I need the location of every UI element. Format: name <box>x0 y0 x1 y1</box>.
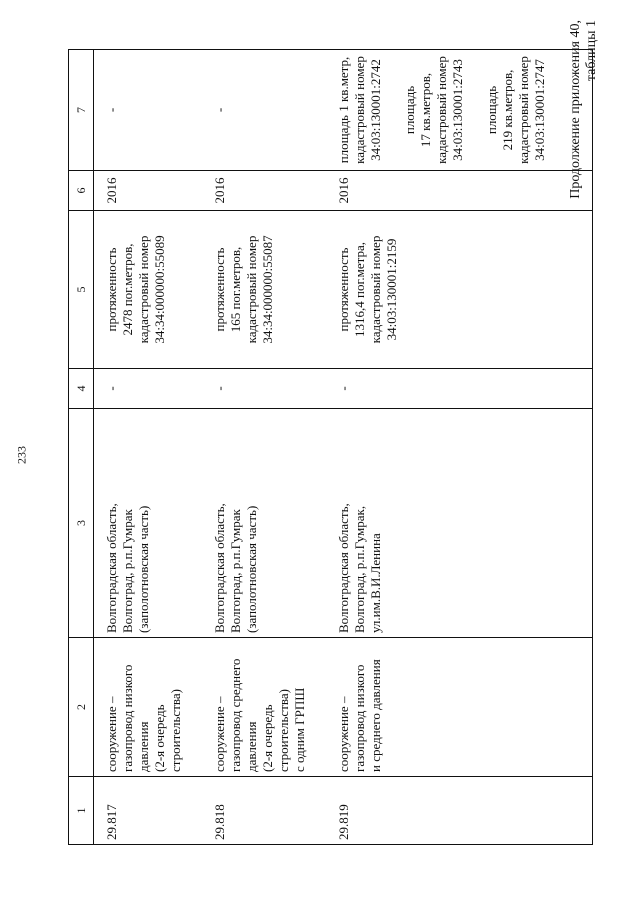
note-line: кадастровый номер <box>434 56 449 164</box>
table-row <box>326 50 593 845</box>
note-line: 34:03:130001:2742 <box>368 59 383 161</box>
note-line: площадь <box>402 85 417 135</box>
note-list <box>326 50 593 171</box>
object-address: Волгоградская область, Волгоград, р.п.Гумрак, ул.им.В.И.Ленина <box>326 409 593 638</box>
table-row <box>202 50 326 845</box>
column-header-7: 7 <box>69 50 94 171</box>
column-4-value: - <box>326 369 593 409</box>
year-value: 2016 <box>202 171 326 211</box>
column-header-1: 1 <box>69 777 94 845</box>
year-value: 2016 <box>326 171 593 211</box>
object-name: сооружение – газопровод среднего давления (2-я очередь строительства) с одним ГРПШ <box>202 638 326 777</box>
note-spacer <box>466 54 484 166</box>
column-header-2: 2 <box>69 638 94 777</box>
note-value: - <box>94 50 203 171</box>
note-line: кадастровый номер <box>516 56 531 164</box>
note-line: кадастровый номер <box>352 56 367 164</box>
note-spacer <box>384 54 402 166</box>
note-line: площадь <box>484 85 499 135</box>
note-line: 219 кв.метров, <box>500 69 515 151</box>
column-4-value: - <box>94 369 203 409</box>
year-value: 2016 <box>94 171 203 211</box>
column-number-row <box>69 50 94 845</box>
property-register-table <box>68 49 593 845</box>
caption-line-2: таблицы 1 <box>584 20 599 82</box>
object-address: Волгоградская область, Волгоград, р.п.Гумрак (заполотновская часть) <box>202 409 326 638</box>
caption-line-1: Продолжение приложения 40, <box>568 20 583 199</box>
page-number-text: 233 <box>14 446 29 464</box>
object-name: сооружение – газопровод низкого давления (2-я очередь строительства) <box>94 638 203 777</box>
note-line: 17 кв.метров, <box>418 72 433 148</box>
row-number: 29.817 <box>94 777 203 845</box>
row-number: 29.819 <box>326 777 593 845</box>
column-header-6: 6 <box>69 171 94 211</box>
object-characteristics: протяженность 1316,4 пог.метра, кадастровый номер 34:03:130001:2159 <box>326 211 593 369</box>
object-address: Волгоградская область, Волгоград, р.п.Гумрак (заполотновская часть) <box>94 409 203 638</box>
note-line: площадь 1 кв.метр, <box>336 56 351 164</box>
object-characteristics: протяженность 2478 пог.метров, кадастровый номер 34:34:000000:55089 <box>94 211 203 369</box>
note-line: 34:03:130001:2743 <box>450 59 465 161</box>
note-value: - <box>202 50 326 171</box>
note-line: 34:03:130001:2747 <box>532 59 547 161</box>
row-number: 29.818 <box>202 777 326 845</box>
object-name: сооружение – газопровод низкого и среднего давления <box>326 638 593 777</box>
column-header-3: 3 <box>69 409 94 638</box>
object-characteristics: протяженность 165 пог.метров, кадастровый номер 34:34:000000:55087 <box>202 211 326 369</box>
column-4-value: - <box>202 369 326 409</box>
table-row <box>94 50 203 845</box>
column-header-5: 5 <box>69 211 94 369</box>
column-header-4: 4 <box>69 369 94 409</box>
